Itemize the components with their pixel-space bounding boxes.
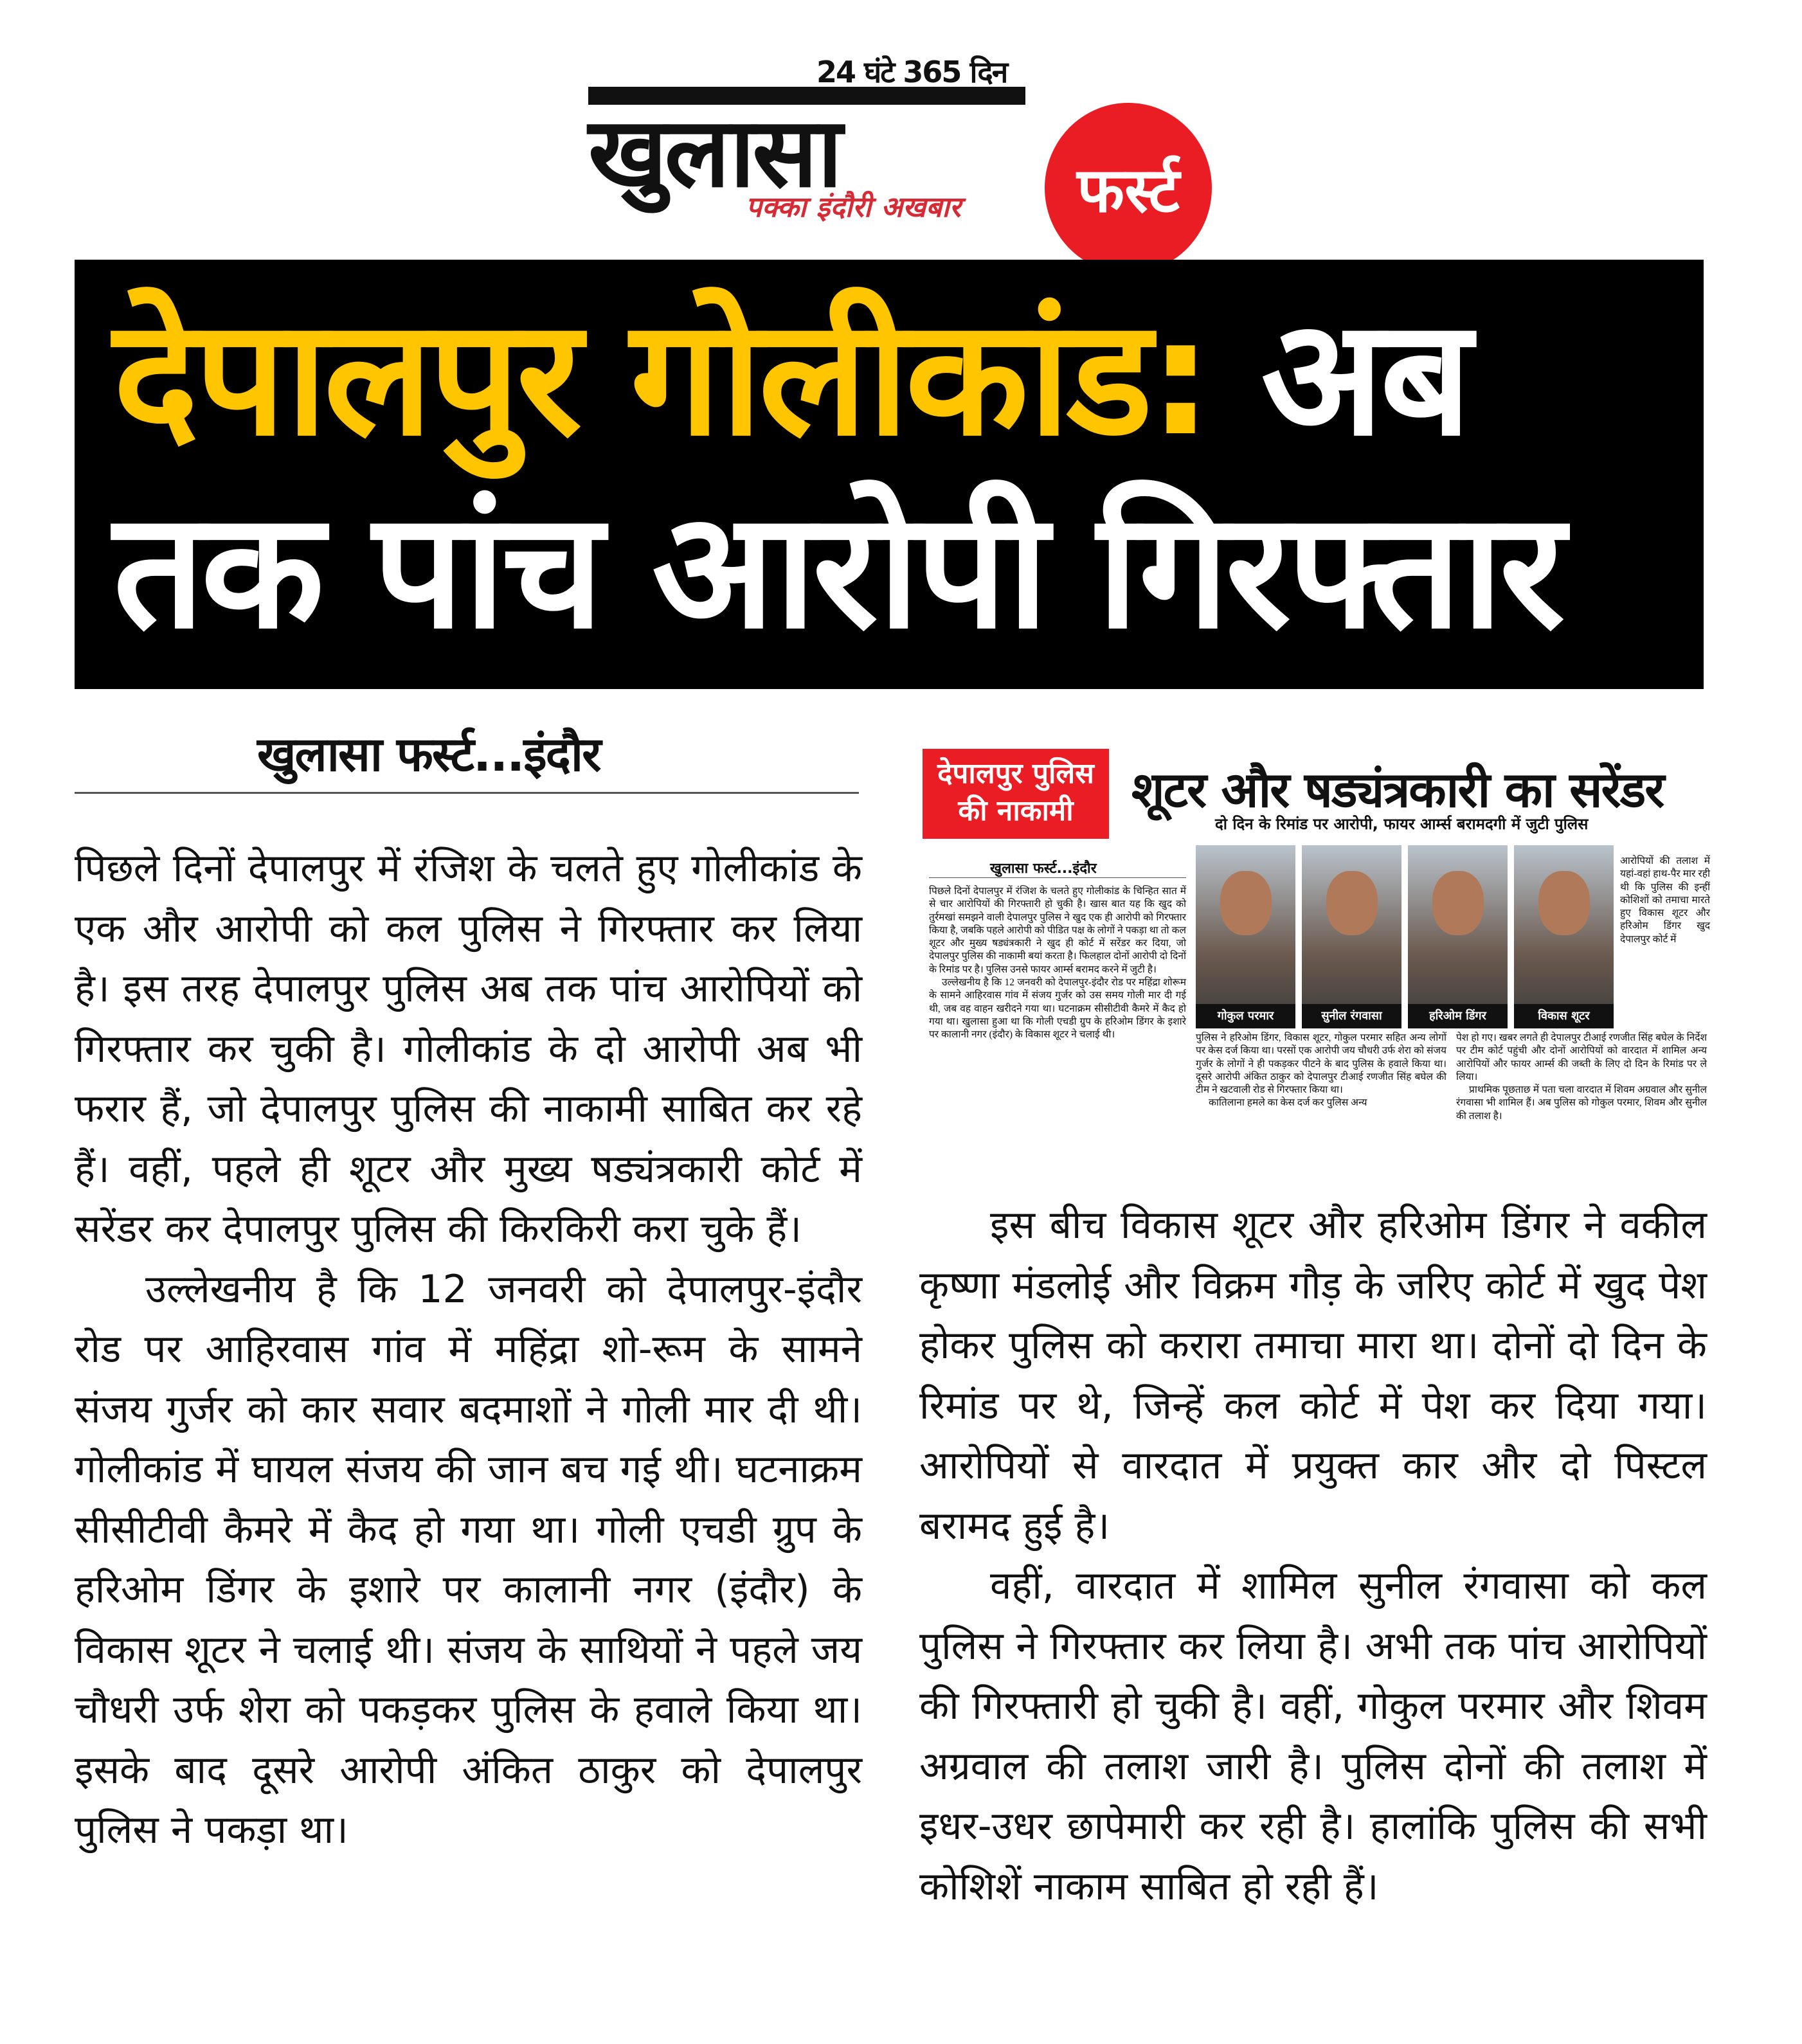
paragraph: पिछले दिनों देपालपुर में रंजिश के चलते हुए गोलीकांड के एक और आरोपी को कल पुलिस ने गिरफ्तार कर लिया है। इस तरह देपालपुर पुलिस अब तक पांच आरोपियों को गिरफ्तार कर चुकी है। गोलीकांड के दो आरोपी अब भी फरार हैं, जो देपालपुर पुलिस की नाकामी साबित कर रहे हैं। वहीं, पहले ही शूटर और मुख्य षड्यंत्रकारी कोर्ट में सरेंडर कर देपालपुर पुलिस की किरकिरी करा चुके हैं।	[75, 846, 862, 1251]
clipping-column	[1196, 1032, 1446, 1110]
paragraph: उल्लेखनीय है कि 12 जनवरी को देपालपुर-इंदौर रोड पर आहिरवास गांव में महिंद्रा शो-रूम के सामने संजय गुर्जर को कार सवार बदमाशों ने गोली मार दी थी। गोलीकांड में घायल संजय की जान बच गई थी। घटनाक्रम सीसीटीवी कैमरे में कैद हो गया था। गोली एचडी ग्रुप के हरिओम डिंगर के इशारे पर कालानी नगर (इंदौर) के विकास शूटर ने चलाई थी। संजय के साथियों ने पहले जय चौधरी उर्फ शेरा को पकड़कर पुलिस के हवाले किया था। इसके बाद दूसरे आरोपी अंकित ठाकुर को देपालपुर पुलिस ने पकड़ा था।	[75, 1266, 862, 1852]
divider	[929, 877, 1186, 878]
photo-caption: गोकुल परमार	[1196, 1004, 1295, 1028]
photo-hariom-dingar	[1408, 845, 1508, 1028]
photo-vikas-shooter	[1514, 845, 1614, 1028]
logo-badge	[1045, 103, 1212, 273]
clipping-subtitle: दो दिन के रिमांड पर आरोपी, फायर आर्म्स बरामदगी में जुटी पुलिस	[1215, 815, 1589, 833]
paragraph: इस बीच विकास शूटर और हरिओम डिंगर ने वकील कृष्णा मंडलोई और विक्रम गौड़ के जरिए कोर्ट में खुद पेश होकर पुलिस को करारा तमाचा मारा था। दोनों दो दिन के रिमांड पर थे, जिन्हें कल कोर्ट में पेश कर दिया गया। आरोपियों से वारदात में प्रयुक्त कार और दो पिस्टल बरामद हुई है।	[919, 1203, 1707, 1548]
clipping-column	[1456, 1032, 1707, 1123]
photo-gokul-parmar	[1196, 845, 1295, 1028]
headline	[75, 260, 1704, 689]
paragraph: पेश हो गए। खबर लगते ही देपालपुर टीआई रणजीत सिंह बघेल के निर्देश पर टीम कोर्ट पहुंची और दोनों आरोपियों को वारदात में शामिल अन्य आरोपियों और फायर आर्म्स की जब्ती के लिए दो दिन के रिमांड पर ले लिया।	[1456, 1032, 1707, 1082]
clipping-column	[929, 885, 1186, 1042]
logo-word: फर्स्ट	[1077, 154, 1180, 226]
face	[1538, 871, 1590, 935]
masthead-tagline: 24 घंटे 365 दिन	[816, 55, 1007, 89]
photo-caption: विकास शूटर	[1514, 1004, 1614, 1028]
paragraph: पुलिस ने हरिओम डिंगर, विकास शूटर, गोकुल परमार सहित अन्य लोगों पर केस दर्ज किया था। परसों एक आरोपी जय चौधरी उर्फ शेरा को संजय गुर्जर के लोगों ने ही पकड़कर पीटने के बाद पुलिस के हवाले किया था। दूसरे आरोपी अंकित ठाकुर को देपालपुर टीआई रणजीत सिंह बघेल की टीम ने खटवाली रोड से गिरफ्तार किया था।	[1196, 1032, 1446, 1096]
headline-line2: तक पांच आरोपी गिरफ्तार	[113, 477, 1562, 664]
photo-sunil-rangwasa	[1302, 845, 1401, 1028]
clipping-tag: देपालपुर पुलिस की नाकामी	[923, 749, 1109, 839]
paragraph: प्राथमिक पूछताछ में पता चला वारदात में शिवम अग्रवाल और सुनील रंगवासा भी शामिल हैं। अब पुलिस को गोकुल परमार, शिवम और सुनील की तलाश है।	[1456, 1084, 1707, 1122]
article-left-column	[75, 839, 862, 1861]
article-right-column	[919, 1196, 1707, 1917]
photo-caption: हरिओम डिंगर	[1408, 1004, 1508, 1028]
headline-part-yellow: देपालपुर गोलीकांड:	[113, 284, 1209, 471]
headline-part-white: अब	[1261, 284, 1468, 471]
paragraph: वहीं, वारदात में शामिल सुनील रंगवासा को कल पुलिस ने गिरफ्तार कर लिया है। अभी तक पांच आरोपियों की गिरफ्तारी हो चुकी है। वहीं, गोकुल परमार और शिवम अग्रवाल की तलाश जारी है। पुलिस दोनों की तलाश में इधर-उधर छापेमारी कर रही है। हालांकि पुलिस की सभी कोशिशें नाकाम साबित हो रही हैं।	[919, 1563, 1707, 1909]
paragraph: कातिलाना हमले का केस दर्ज कर पुलिस अन्य	[1209, 1097, 1367, 1109]
masthead-logo: खुलासा	[588, 87, 1025, 183]
paragraph: उल्लेखनीय है कि 12 जनवरी को देपालपुर-इंदौर रोड पर महिंद्रा शोरूम के सामने आहिरवास गांव में संजय गुर्जर को उस समय गोली मार दी गई थी, जब वह वाहन खरीदने गया था। घटनाक्रम सीसीटीवी कैमरे में कैद हो गया था। खुलासा हुआ था कि गोली एचडी ग्रुप के हरिओम डिंगर के इशारे पर कालानी नगर (इंदौर) के विकास शूटर ने चलाई थी।	[929, 977, 1186, 1041]
clipping-title: शूटर और षड्यंत्रकारी का सरेंडर	[1131, 761, 1664, 818]
face	[1326, 871, 1378, 935]
byline: खुलासा फर्स्ट...इंदौर	[257, 727, 600, 782]
news-clipping	[919, 742, 1713, 1167]
face	[1220, 871, 1272, 935]
clipping-byline: खुलासा फर्स्ट...इंदौर	[990, 861, 1097, 877]
divider	[75, 792, 859, 794]
photo-caption: सुनील रंगवासा	[1302, 1004, 1401, 1028]
paragraph: पिछले दिनों देपालपुर में रंजिश के चलते हुए गोलीकांड के चिन्हित सात में से चार आरोपियों की गिरफ्तारी हो चुकी है। खास बात यह कि खुद को तुर्रमखां समझने वाली देपालपुर पुलिस ने खुद एक ही आरोपी को गिरफ्तार किया है, जबकि पहले आरोपी को पीडित पक्ष के लोगों ने पकड़ा था तो कल शूटर और मुख्य षड्यंत्रकारी ने खुद ही कोर्ट में सरेंडर कर दिया, जो देपालपुर पुलिस की नाकामी बयां करता है। फिलहाल दोनों आरोपी दो दिनों के रिमांड पर है। पुलिस उनसे फायर आर्म्स बरामद करने में जुटी है।	[929, 886, 1186, 975]
clipping-column: आरोपियों की तलाश में यहां-वहां हाथ-पैर मार रही थी कि पुलिस की इन्हीं कोशिशों को तमाचा मारते हुए विकास शूटर और हरिओम डिंगर खुद देपालपुर कोर्ट में	[1620, 856, 1710, 945]
masthead-subtitle: पक्का इंदौरी अखबार	[746, 191, 961, 224]
face	[1432, 871, 1484, 935]
